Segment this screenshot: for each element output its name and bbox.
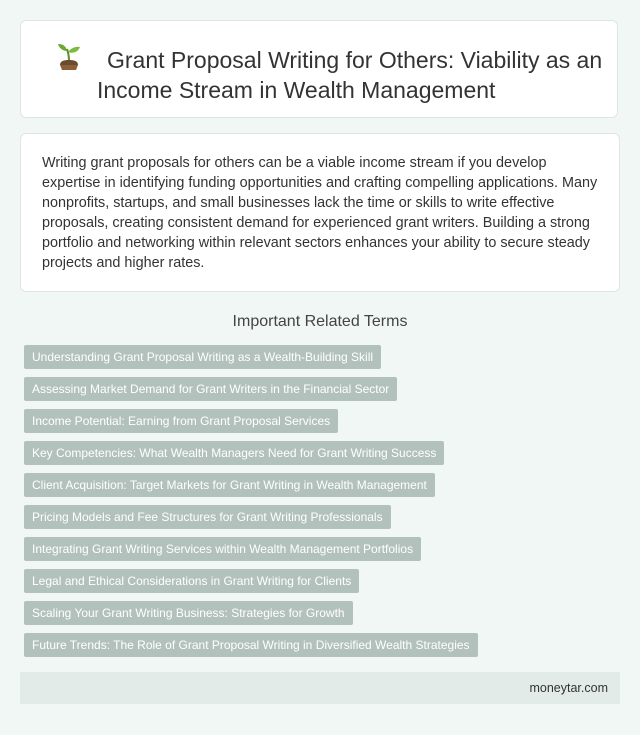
summary-text: Writing grant proposals for others can be a viable income stream if you develop expertise in identifying funding opportunities and crafting compelling applications. Many nonprofits, startups, and small businesses lack the time or skills to write effective proposals, creating consistent demand for experienced grant writers. Building a strong portfolio and networking within relevant sectors enhances your ability to secure steady projects and higher rates. (42, 155, 598, 271)
related-terms-heading: Important Related Terms (232, 313, 408, 330)
related-term-tag[interactable]: Understanding Grant Proposal Writing as a Wealth-Building Skill (24, 345, 381, 369)
related-term-tag[interactable]: Integrating Grant Writing Services within Wealth Management Portfolios (24, 537, 421, 561)
title-card (20, 20, 618, 118)
page-title: Grant Proposal Writing for Others: Viability as an Income Stream in Wealth Management (97, 47, 603, 103)
related-term-tag[interactable]: Income Potential: Earning from Grant Proposal Services (24, 409, 338, 433)
related-term-tag[interactable]: Assessing Market Demand for Grant Writers in the Financial Sector (24, 377, 397, 401)
related-term-tag[interactable]: Future Trends: The Role of Grant Proposal Writing in Diversified Wealth Strategies (24, 633, 478, 657)
seedling-icon (55, 43, 83, 73)
related-term-tag[interactable]: Scaling Your Grant Writing Business: Strategies for Growth (24, 601, 353, 625)
footer (20, 672, 620, 704)
related-term-tag[interactable]: Key Competencies: What Wealth Managers Need for Grant Writing Success (24, 441, 444, 465)
related-term-tag[interactable]: Client Acquisition: Target Markets for Grant Writing in Wealth Management (24, 473, 435, 497)
footer-site-name[interactable]: moneytar.com (529, 681, 608, 695)
related-term-tag[interactable]: Legal and Ethical Considerations in Grant Writing for Clients (24, 569, 359, 593)
related-terms-list (24, 345, 624, 665)
related-term-tag[interactable]: Pricing Models and Fee Structures for Grant Writing Professionals (24, 505, 391, 529)
summary-card (20, 133, 620, 292)
